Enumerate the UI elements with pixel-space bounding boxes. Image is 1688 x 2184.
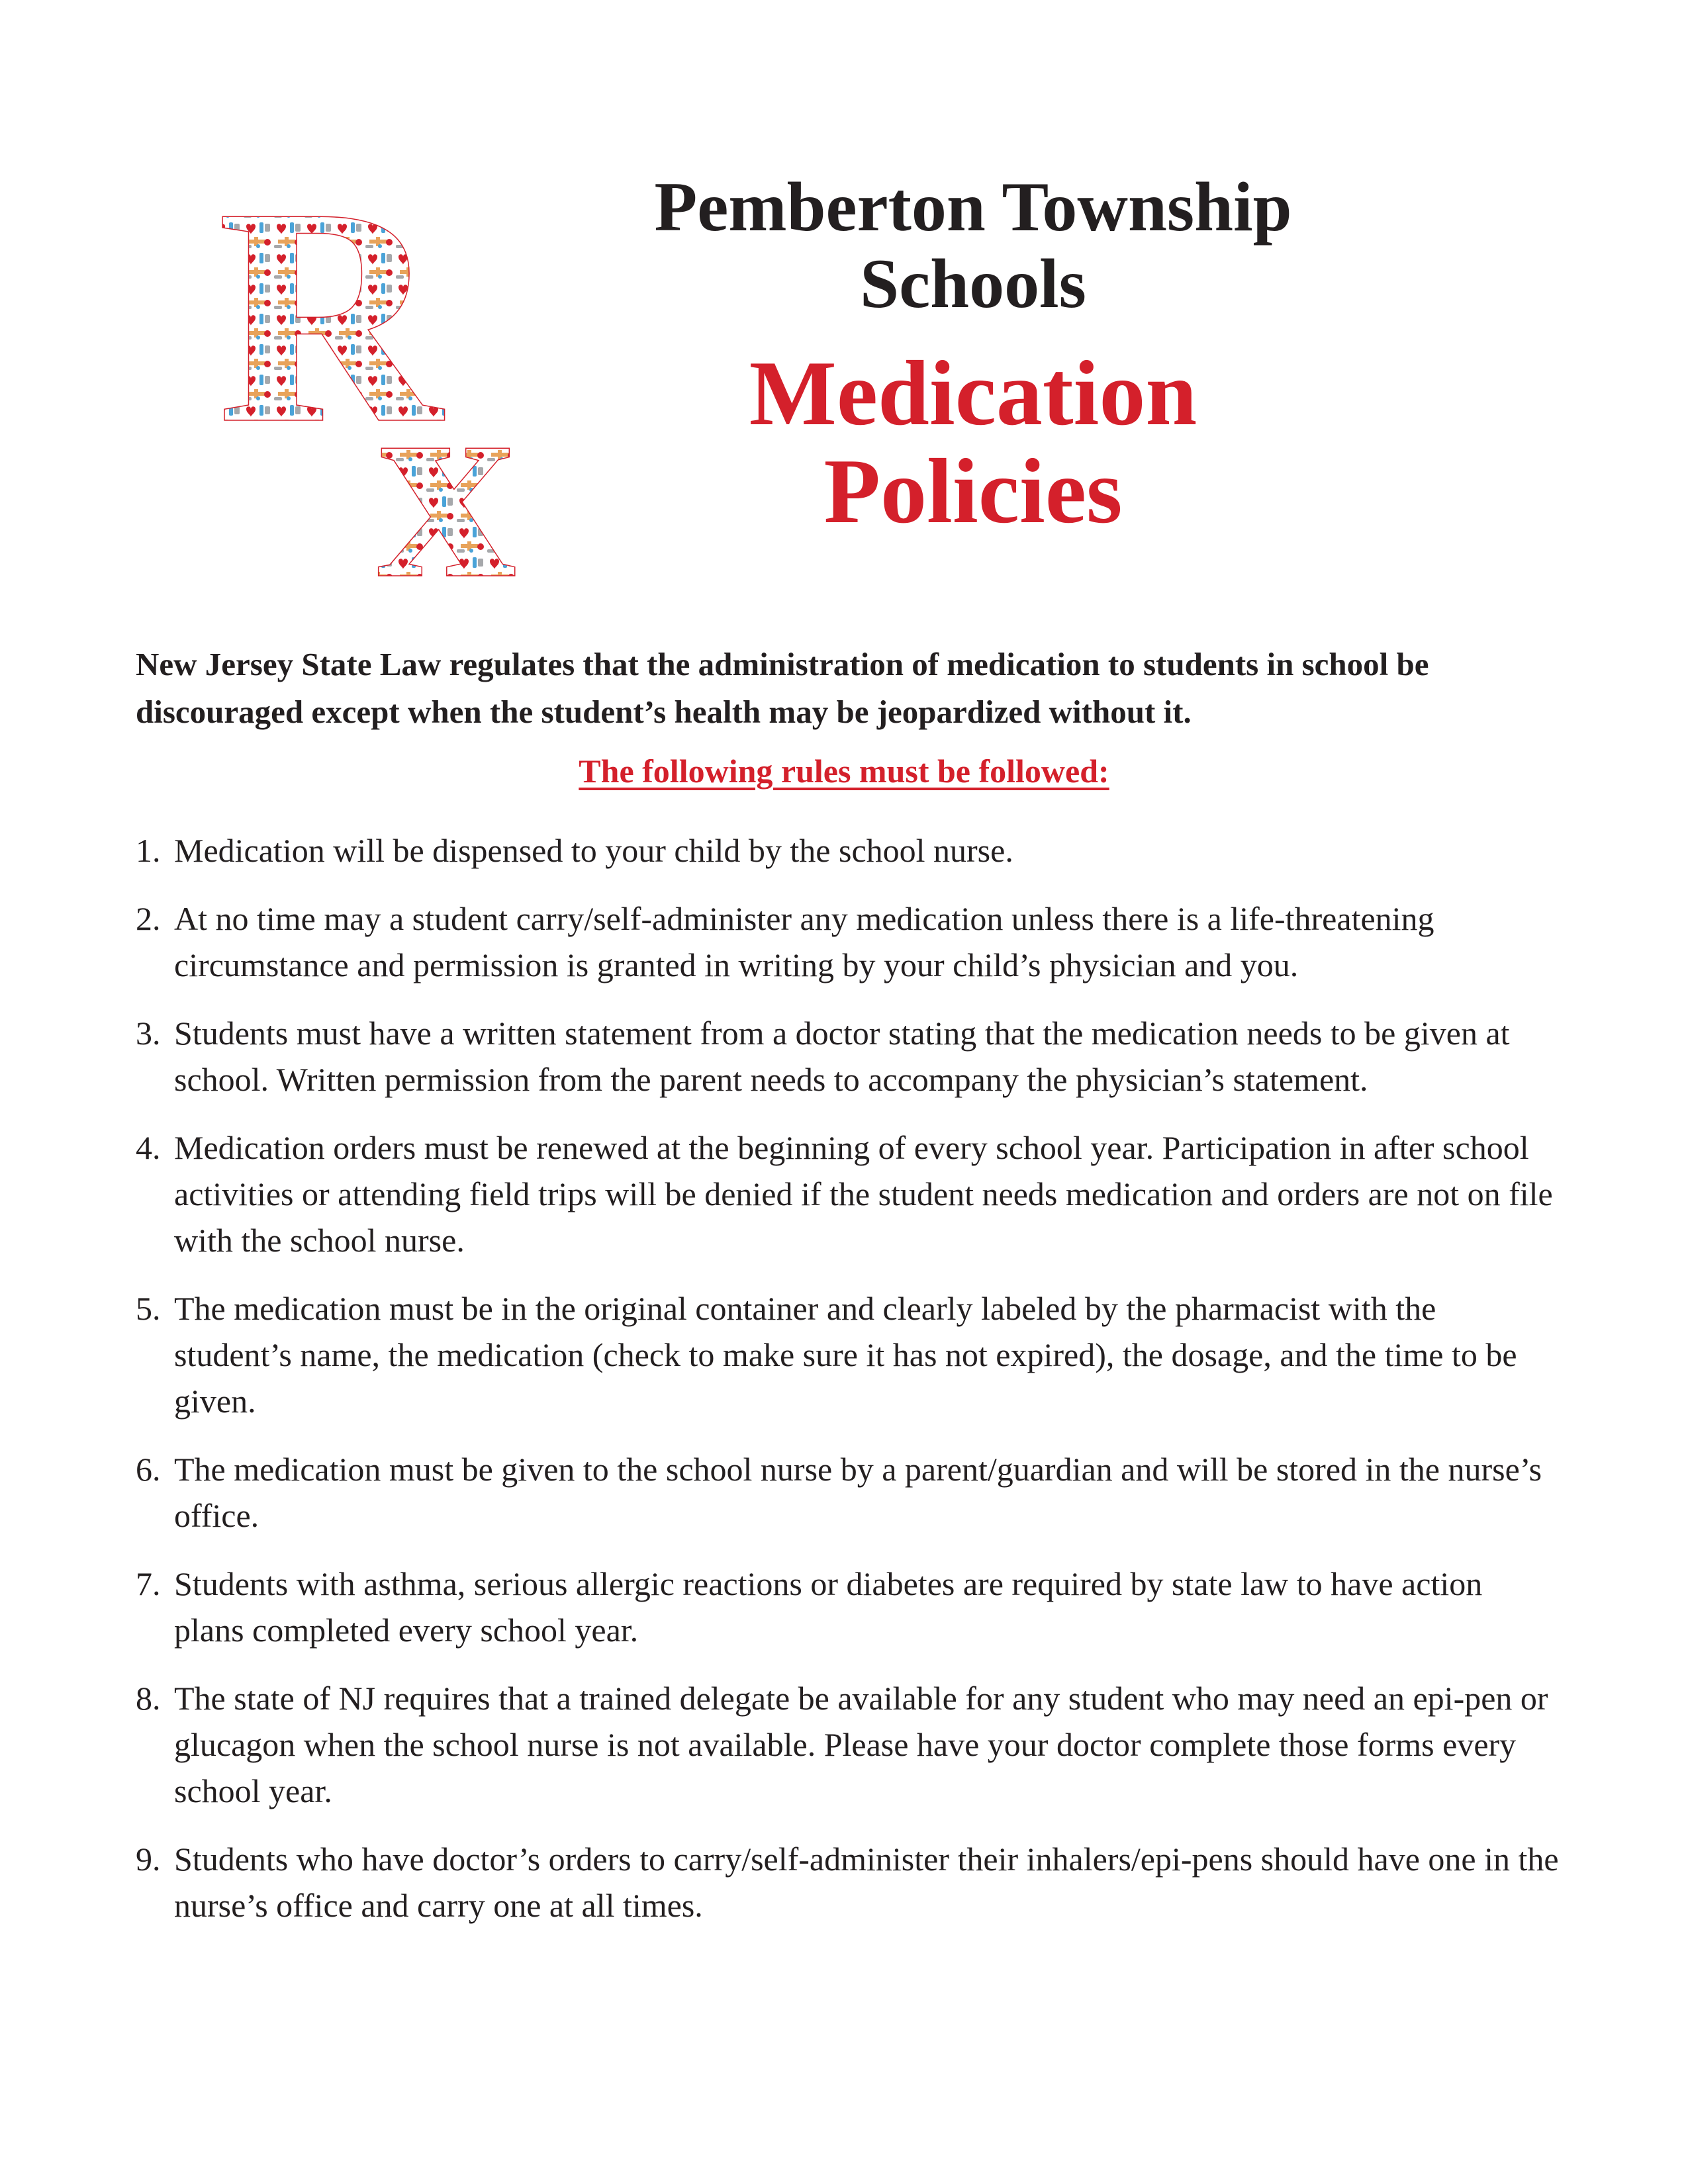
rule-text: The state of NJ requires that a trained delegate be available for any student who may need an epi-pen or glucagon when the school nurse is not available. Please have your doctor complete those forms every school year.: [174, 1680, 1548, 1809]
document-title-line1: Medication: [749, 342, 1197, 445]
rule-text: Medication will be dispensed to your child by the school nurse.: [174, 832, 1013, 869]
rule-number: 4.: [136, 1129, 161, 1166]
rule-item: [136, 827, 1559, 874]
rule-number: 7.: [136, 1565, 161, 1602]
rule-number: 3.: [136, 1015, 161, 1052]
organization-name: [569, 169, 1377, 322]
rule-number: 9.: [136, 1841, 161, 1878]
rule-item: [136, 1285, 1559, 1424]
rule-text: Medication orders must be renewed at the beginning of every school year. Participation in after school activities or attending field trips will be denied if the student needs medication and orders are not on file with the school nurse.: [174, 1129, 1553, 1259]
rule-item: [136, 1561, 1559, 1653]
rule-number: 5.: [136, 1290, 161, 1327]
rule-item: [136, 1010, 1559, 1103]
svg-text:x: x: [377, 328, 516, 582]
document-header: [569, 169, 1377, 541]
document-title-line2: Policies: [823, 440, 1123, 543]
rule-text: Students with asthma, serious allergic reactions or diabetes are required by state law to have action plans completed every school year.: [174, 1565, 1483, 1649]
rule-item: [136, 1675, 1559, 1814]
rule-item: [136, 1446, 1559, 1539]
rules-subheading: The following rules must be followed:: [579, 752, 1109, 790]
organization-name-line2: Schools: [860, 245, 1086, 322]
rule-number: 1.: [136, 832, 161, 869]
rule-text: The medication must be in the original container and clearly labeled by the pharmacist with the student’s name, the medication (check to make sure it has not expired), the dosage, and the time to be given.: [174, 1290, 1517, 1420]
rule-text: Students must have a written statement from a doctor stating that the medication needs to be given at school. Written permission from the parent needs to accompany the physician’s statement.: [174, 1015, 1510, 1098]
rule-number: 2.: [136, 900, 161, 937]
rule-number: 6.: [136, 1451, 161, 1488]
rule-item: [136, 1124, 1559, 1263]
document-title: [569, 342, 1377, 543]
rule-text: The medication must be given to the school nurse by a parent/guardian and will be stored in the nurse’s office.: [174, 1451, 1542, 1534]
rule-item: [136, 1836, 1559, 1929]
rule-number: 8.: [136, 1680, 161, 1717]
rules-list: [136, 827, 1559, 1950]
rule-text: Students who have doctor’s orders to carry/self-administer their inhalers/epi-pens should have one in the nurse’s office and carry one at all times.: [174, 1841, 1559, 1924]
intro-paragraph: New Jersey State Law regulates that the administration of medication to students in school be discouraged except when the student’s health may be jeopardized without it.: [136, 646, 1429, 730]
rule-item: [136, 895, 1559, 988]
rule-text: At no time may a student carry/self-administer any medication unless there is a life-threatening circumstance and permission is granted in writing by your child’s physician and you.: [174, 900, 1434, 983]
organization-name-line1: Pemberton Township: [654, 168, 1292, 246]
svg-text:R: R: [217, 159, 442, 488]
